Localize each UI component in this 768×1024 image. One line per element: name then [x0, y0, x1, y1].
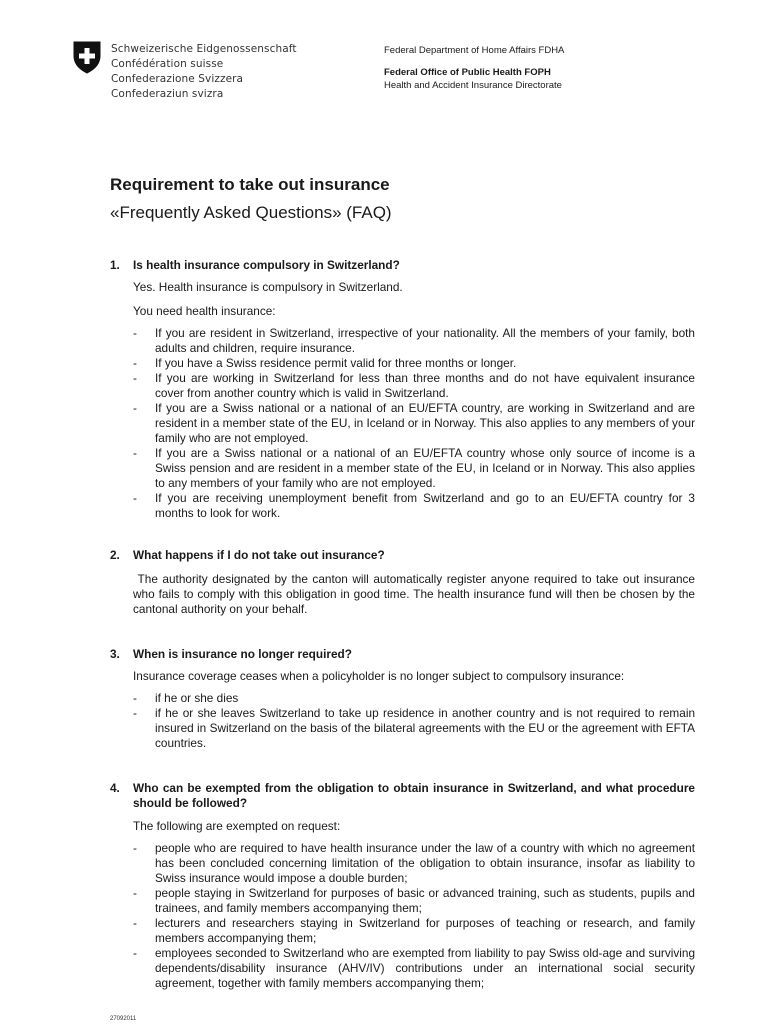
question-text: Is health insurance compulsory in Switzerland?	[133, 258, 400, 272]
country-name-fr: Confédération suisse	[111, 58, 224, 70]
country-name-rm: Confederaziun svizra	[111, 88, 224, 100]
answer-paragraph: Yes. Health insurance is compulsory in Switzerland.	[133, 280, 403, 294]
list-item: - people who are required to have health insurance under the law of a country with which no agreement has been concluded concerning limitation of the obligation to obtain insurance, insofar as liability to Swiss insurance would impose a double burden;	[133, 841, 695, 886]
department-name: Federal Department of Home Affairs FDHA	[384, 45, 565, 56]
question-text: What happens if I do not take out insurance?	[133, 548, 385, 562]
question-number: 2.	[110, 548, 120, 562]
list-item: - If you are working in Switzerland for less than three months and do not have equivalent insurance cover from another country which is valid in Switzerland.	[133, 371, 695, 401]
answer-paragraph: Insurance coverage ceases when a policyholder is no longer subject to compulsory insurance:	[133, 669, 625, 683]
country-names	[111, 42, 297, 102]
question-text: When is insurance no longer required?	[133, 647, 352, 661]
office-name: Federal Office of Public Health FOPH	[384, 67, 551, 78]
question-3	[110, 647, 695, 662]
answer-list	[133, 691, 695, 751]
question-4	[110, 781, 695, 811]
answer-paragraph: The authority designated by the canton will automatically register anyone required to take out insurance who fails to comply with this obligation in good time. The health insurance fund will then be chosen by the cantonal authority on your behalf.	[133, 572, 699, 616]
department-block	[384, 44, 564, 92]
list-item: - If you are resident in Switzerland, irrespective of your nationality. All the members of your family, both adults and children, require insurance.	[133, 326, 695, 356]
list-item: - lecturers and researchers staying in Switzerland for purposes of teaching or research, and family members accompanying them;	[133, 916, 695, 946]
list-item: - if he or she dies	[133, 691, 695, 706]
document-subtitle: «Frequently Asked Questions» (FAQ)	[110, 203, 392, 222]
list-item: - If you are a Swiss national or a national of an EU/EFTA country whose only source of income is a Swiss pension and are resident in a member state of the EU, in Iceland or in Norway. This also applies to any members of your family who are not employed.	[133, 446, 695, 491]
question-1	[110, 258, 695, 273]
answer-paragraph: You need health insurance:	[133, 304, 276, 318]
question-number: 3.	[110, 647, 120, 661]
document-code: 27092011	[110, 1016, 137, 1022]
swiss-coat-of-arms-icon	[73, 41, 101, 74]
question-number: 1.	[110, 258, 120, 272]
list-item: - if he or she leaves Switzerland to take up residence in another country and is not required to remain insured in Switzerland on the basis of the bilateral agreements with the EU or the agreement with EFTA countries.	[133, 706, 695, 751]
list-item: - employees seconded to Switzerland who are exempted from liability to pay Swiss old-age and surviving dependents/disability insurance (AHV/IV) contributions under an international social security agreement, together with family members accompanying them;	[133, 946, 695, 991]
answer-list	[133, 841, 695, 991]
list-item: - people staying in Switzerland for purposes of basic or advanced training, such as students, pupils and trainees, and family members accompanying them;	[133, 886, 695, 916]
list-item: - If you have a Swiss residence permit valid for three months or longer.	[133, 356, 695, 371]
answer-paragraph: The following are exempted on request:	[133, 819, 341, 833]
country-name-it: Confederazione Svizzera	[111, 73, 244, 85]
answer-list	[133, 326, 695, 521]
list-item: - If you are receiving unemployment benefit from Switzerland and go to an EU/EFTA country for 3 months to look for work.	[133, 491, 695, 521]
list-item: - If you are a Swiss national or a national of an EU/EFTA country, are working in Switzerland and are resident in a member state of the EU, in Iceland or in Norway. This also applies to any members of your family who are not employed.	[133, 401, 695, 446]
document-title: Requirement to take out insurance	[110, 175, 390, 194]
country-name-de: Schweizerische Eidgenossenschaft	[111, 43, 297, 55]
directorate-name: Health and Accident Insurance Directorate	[384, 80, 562, 91]
question-2	[110, 548, 695, 563]
question-number: 4.	[110, 781, 120, 795]
question-text: Who can be exempted from the obligation to obtain insurance in Switzerland, and what procedure should be followed?	[133, 781, 695, 810]
